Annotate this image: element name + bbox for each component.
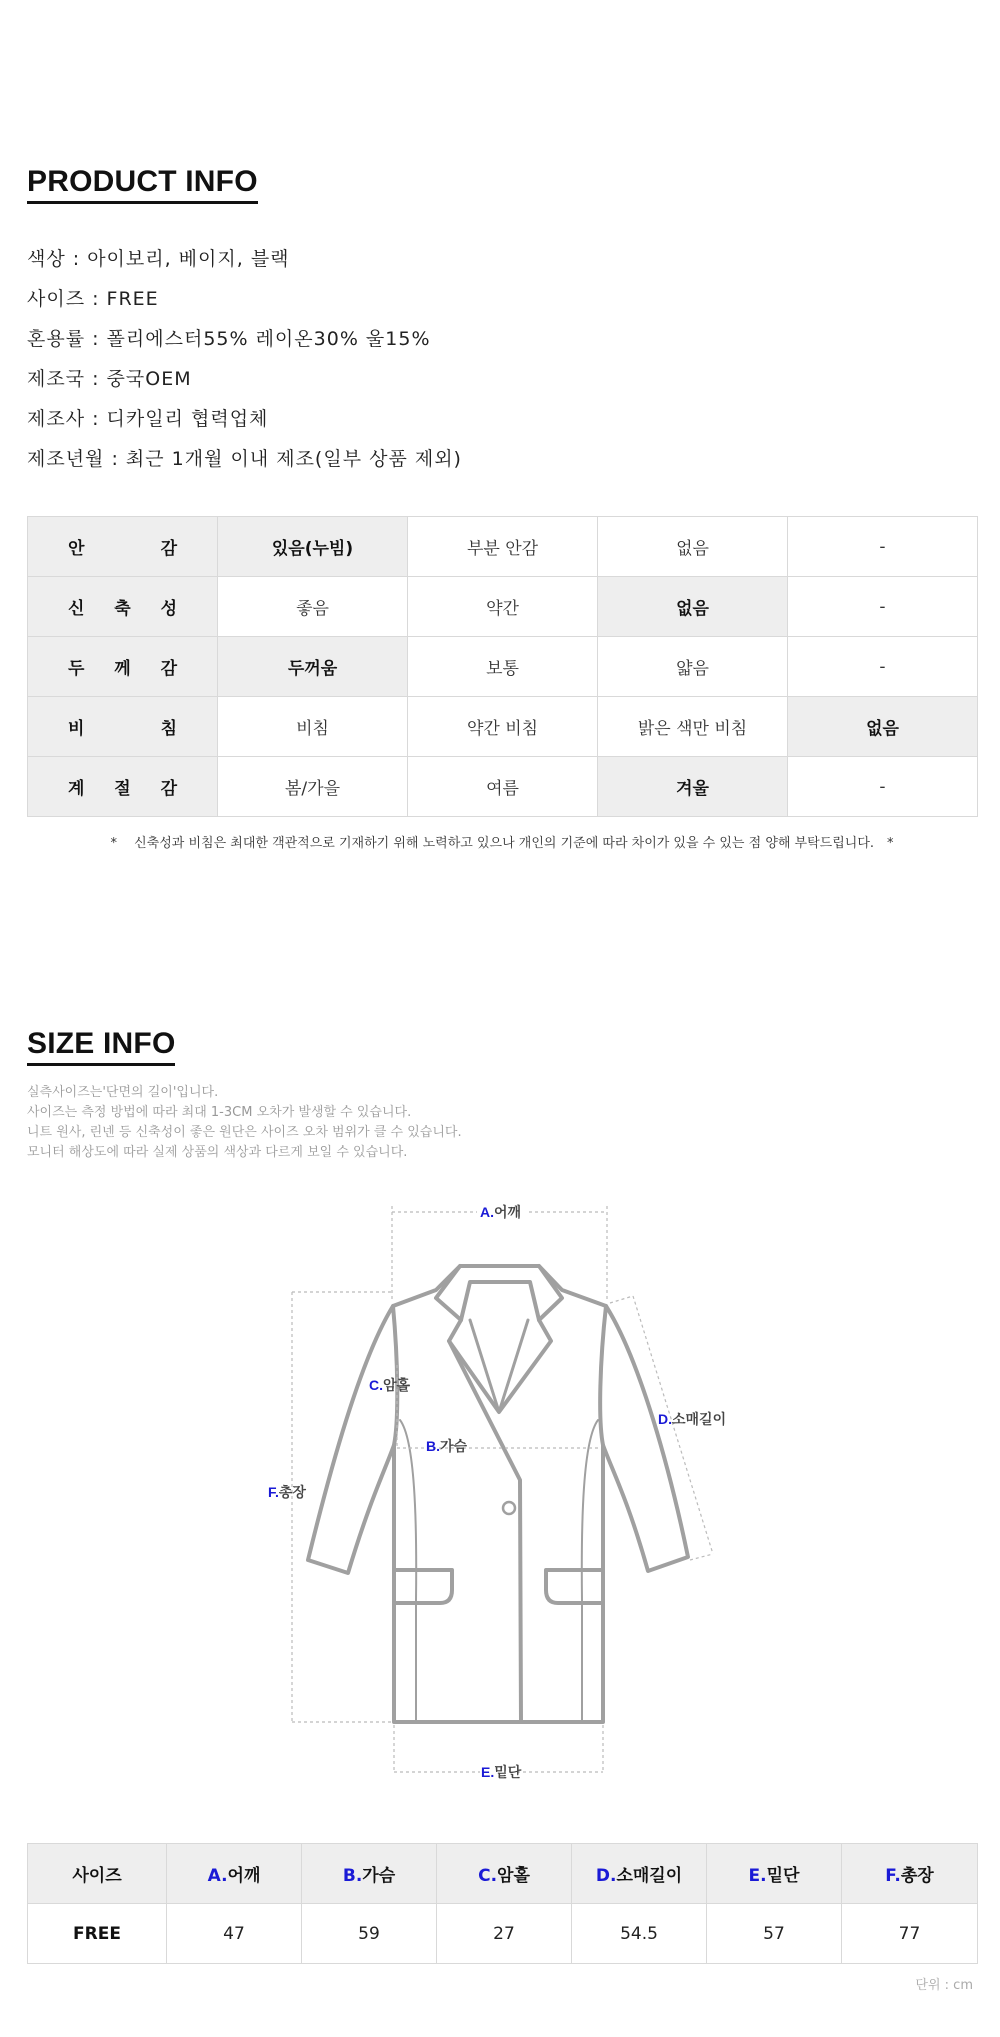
feel-option: 비침 bbox=[218, 697, 408, 757]
feel-option: 없음 bbox=[598, 517, 788, 577]
feel-option: 얇음 bbox=[598, 637, 788, 697]
coat-lapel-line bbox=[499, 1320, 528, 1412]
feel-label-char: 비 bbox=[68, 719, 85, 739]
size-header-text: 밑단 bbox=[766, 1866, 800, 1886]
size-cell: FREE bbox=[28, 1904, 167, 1964]
feel-option: - bbox=[788, 577, 978, 637]
size-header-letter: F. bbox=[885, 1866, 901, 1886]
size-cell: 77 bbox=[842, 1904, 978, 1964]
size-cell: 57 bbox=[707, 1904, 842, 1964]
size-cell: 59 bbox=[302, 1904, 437, 1964]
size-note: 사이즈는 측정 방법에 따라 최대 1-3CM 오차가 발생할 수 있습니다. bbox=[27, 1105, 412, 1120]
size-note: 니트 원사, 린넨 등 신축성이 좋은 원단은 사이즈 오차 범위가 클 수 있습니다. bbox=[27, 1125, 462, 1140]
feel-option: - bbox=[788, 517, 978, 577]
size-header-cell bbox=[842, 1844, 978, 1904]
size-header-text: 총장 bbox=[900, 1866, 934, 1886]
coat-body bbox=[393, 1266, 606, 1722]
label-d: D.소매길이 bbox=[658, 1411, 727, 1427]
size-header-cell bbox=[572, 1844, 707, 1904]
info-line-date: 제조년월 : 최근 1개월 이내 제조(일부 상품 제외) bbox=[27, 448, 462, 470]
feel-option: 보통 bbox=[408, 637, 598, 697]
feel-option-selected: 없음 bbox=[788, 697, 978, 757]
left-pocket bbox=[396, 1570, 452, 1603]
size-header-letter: A. bbox=[207, 1866, 228, 1886]
feel-option: 밝은 색만 비침 bbox=[598, 697, 788, 757]
coat-button bbox=[503, 1502, 515, 1514]
size-header-letter: C. bbox=[478, 1866, 498, 1886]
size-header-text: 가슴 bbox=[362, 1866, 396, 1886]
size-header-letter: D. bbox=[595, 1866, 617, 1886]
info-line-color: 색상 : 아이보리, 베이지, 블랙 bbox=[27, 248, 290, 270]
size-header-text: 사이즈 bbox=[72, 1866, 122, 1886]
size-header-letter: E. bbox=[748, 1866, 767, 1886]
size-header-text: 소매길이 bbox=[616, 1866, 683, 1886]
coat-collar bbox=[436, 1266, 562, 1412]
right-sleeve bbox=[603, 1306, 688, 1571]
size-table bbox=[27, 1843, 978, 1964]
product-info-title: PRODUCT INFO bbox=[27, 165, 258, 204]
size-row bbox=[28, 1904, 978, 1964]
size-header-text: 암홀 bbox=[497, 1866, 530, 1886]
coat-lapel-line bbox=[470, 1320, 499, 1412]
feel-option: 좋음 bbox=[218, 577, 408, 637]
feel-label-char: 신 bbox=[68, 599, 85, 619]
size-cell: 47 bbox=[167, 1904, 302, 1964]
unit-label: 단위 : cm bbox=[915, 1978, 973, 1993]
info-line-material: 혼용률 : 폴리에스터55% 레이온30% 울15% bbox=[27, 328, 431, 350]
size-note: 실측사이즈는'단면의 길이'입니다. bbox=[27, 1085, 219, 1100]
coat-sketch bbox=[308, 1266, 688, 1722]
size-cell: 27 bbox=[437, 1904, 572, 1964]
label-a: A.어깨 bbox=[480, 1204, 522, 1220]
size-info-title: SIZE INFO bbox=[27, 1027, 175, 1066]
feel-option: 여름 bbox=[408, 757, 598, 817]
feel-label-char: 계 bbox=[68, 779, 85, 799]
size-header-cell bbox=[707, 1844, 842, 1904]
right-pocket bbox=[546, 1570, 601, 1603]
size-header-text: 어깨 bbox=[227, 1866, 261, 1886]
feel-option: - bbox=[788, 757, 978, 817]
size-cell: 54.5 bbox=[572, 1904, 707, 1964]
feel-label-char: 안 bbox=[68, 539, 85, 559]
sleeve-guide-bottom bbox=[690, 1554, 713, 1560]
info-line-size: 사이즈 : FREE bbox=[27, 288, 159, 310]
sleeve-guide-top bbox=[610, 1296, 633, 1303]
feel-option: 부분 안감 bbox=[408, 517, 598, 577]
label-e: E.밑단 bbox=[481, 1764, 522, 1780]
feel-label-char: 께 bbox=[114, 659, 131, 679]
size-header-cell bbox=[437, 1844, 572, 1904]
feel-option-selected: 두꺼움 bbox=[218, 637, 408, 697]
info-line-origin: 제조국 : 중국OEM bbox=[27, 368, 192, 390]
size-header-cell bbox=[167, 1844, 302, 1904]
coat-lapel bbox=[461, 1282, 539, 1320]
label-b: B.가슴 bbox=[426, 1438, 468, 1454]
size-header-cell bbox=[28, 1844, 167, 1904]
label-c: C.암홀 bbox=[369, 1377, 411, 1393]
feel-label-char: 축 bbox=[114, 599, 131, 619]
fabric-feel-note: * 신축성과 비침은 최대한 객관적으로 기재하기 위해 노력하고 있으나 개인의 기준에 따라 차이가 있을 수 있는 점 양해 부탁드립니다. * bbox=[110, 836, 894, 851]
left-sleeve bbox=[308, 1306, 394, 1573]
info-line-manufacturer: 제조사 : 디카일리 협력업체 bbox=[27, 408, 269, 430]
feel-option: 봄/가을 bbox=[218, 757, 408, 817]
feel-label-char: 두 bbox=[68, 659, 85, 679]
feel-label-char: 성 bbox=[160, 599, 177, 619]
size-note: 모니터 해상도에 따라 실제 상품의 색상과 다르게 보일 수 있습니다. bbox=[27, 1145, 408, 1160]
feel-option: 약간 비침 bbox=[408, 697, 598, 757]
feel-option: 약간 bbox=[408, 577, 598, 637]
feel-option-selected: 있음(누빔) bbox=[218, 517, 408, 577]
measurement-guides bbox=[292, 1206, 713, 1772]
feel-label-char: 감 bbox=[160, 659, 177, 679]
size-header-cell bbox=[302, 1844, 437, 1904]
feel-label-char: 감 bbox=[160, 779, 177, 799]
feel-label-char: 침 bbox=[160, 719, 177, 739]
size-header-letter: B. bbox=[342, 1866, 363, 1886]
feel-option-selected: 겨울 bbox=[598, 757, 788, 817]
feel-label-char: 절 bbox=[114, 779, 131, 799]
label-f: F.총장 bbox=[268, 1484, 306, 1500]
feel-option: - bbox=[788, 637, 978, 697]
feel-option-selected: 없음 bbox=[598, 577, 788, 637]
feel-label-char: 감 bbox=[160, 539, 177, 559]
